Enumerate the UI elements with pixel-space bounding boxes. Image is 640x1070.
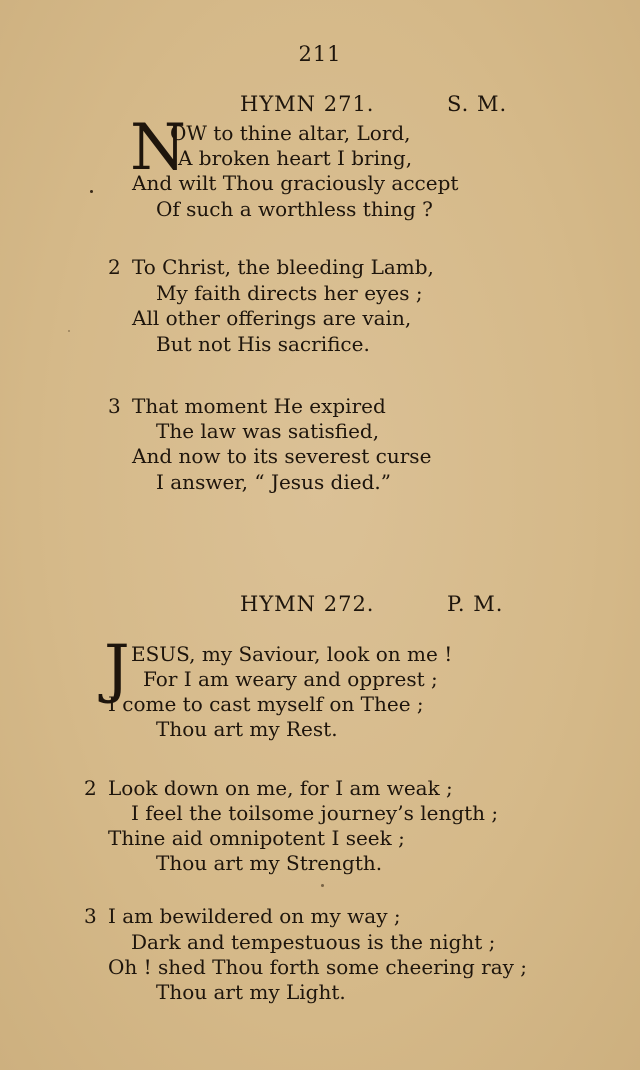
hymn-272-s3-line-4: Thou art my Light.: [156, 980, 346, 1004]
hymn-271-s3-line-3: And now to its severest curse: [132, 444, 432, 468]
hymn-271-stanza-2-number: 2: [108, 255, 121, 279]
hymn-271-s1-line-3: And wilt Thou graciously accept: [132, 171, 459, 195]
paper-speck: [321, 884, 324, 887]
hymn-272-s2-line-1: Look down on me, for I am weak ;: [108, 776, 453, 800]
hymn-271-s2-line-4: But not His sacrifice.: [156, 332, 370, 356]
hymn-271-s3-line-2: The law was satisfied,: [156, 419, 380, 443]
hymn-271-s2-line-2: My faith directs her eyes ;: [156, 281, 423, 305]
hymn-272-s1-line-4: Thou art my Rest.: [156, 717, 338, 741]
hymn-272-s1-line-3: I come to cast myself on Thee ;: [108, 692, 424, 716]
hymn-272-s1-line-2: For I am weary and opprest ;: [143, 667, 438, 691]
hymn-272-title: HYMN 272.: [240, 592, 375, 616]
paper-speck: [90, 190, 93, 193]
hymn-271-s2-line-1: To Christ, the bleeding Lamb,: [132, 255, 434, 279]
hymn-272-meter: P. M.: [447, 592, 504, 616]
hymn-272-s3-line-2: Dark and tempestuous is the night ;: [131, 930, 496, 954]
hymn-271-stanza-3-number: 3: [108, 394, 121, 418]
hymn-272-s3-line-1: I am bewildered on my way ;: [108, 904, 401, 928]
hymn-272-s2-line-2: I feel the toilsome journey’s length ;: [131, 801, 499, 825]
hymn-271-title: HYMN 271.: [240, 92, 375, 116]
hymn-272-s3-line-3: Oh ! shed Thou forth some cheering ray ;: [108, 955, 528, 979]
hymn-272-s2-line-3: Thine aid omnipotent I seek ;: [108, 826, 405, 850]
hymn-271-dropcap: N: [130, 111, 186, 185]
hymn-272-s1-line-1: ESUS, my Saviour, look on me !: [131, 642, 453, 666]
hymn-271-s3-line-4: I answer, “ Jesus died.”: [156, 470, 391, 494]
hymn-271-s2-line-3: All other offerings are vain,: [132, 306, 412, 330]
hymn-272-stanza-3-number: 3: [84, 904, 97, 928]
page-number: 211: [298, 42, 342, 66]
paper-speck: [68, 330, 70, 332]
hymn-271-s1-line-1: OW to thine altar, Lord,: [170, 121, 411, 145]
hymn-271-meter: S. M.: [447, 92, 508, 116]
hymn-272-dropcap: J: [104, 632, 130, 706]
hymn-272-stanza-2-number: 2: [84, 776, 97, 800]
hymn-271-s1-line-4: Of such a worthless thing ?: [156, 197, 433, 221]
hymn-272-s2-line-4: Thou art my Strength.: [156, 851, 383, 875]
hymn-271-s3-line-1: That moment He expired: [132, 394, 386, 418]
hymn-271-s1-line-2: A broken heart I bring,: [178, 146, 413, 170]
